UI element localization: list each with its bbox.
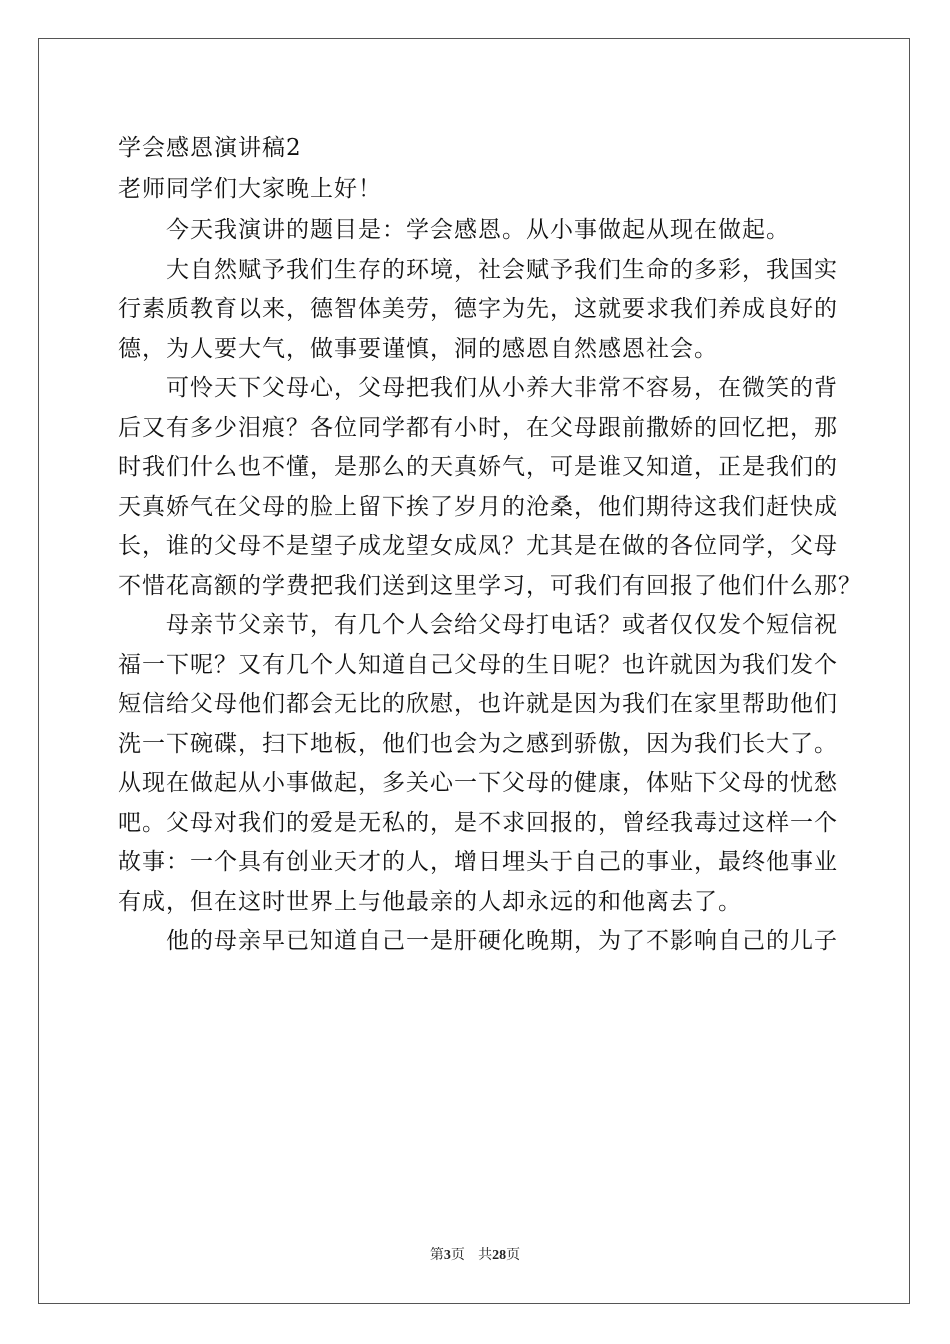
document-body (118, 128, 862, 962)
page-number: 3 (443, 1248, 451, 1263)
text-line: 长，谁的父母不是望子成龙望女成凤？尤其是在做的各位同学，父母 (118, 533, 838, 559)
text-line: 可怜天下父母心，父母把我们从小养大非常不容易，在微笑的背 (166, 375, 838, 401)
text-line: 福一下呢？又有几个人知道自己父母的生日呢？也许就因为我们发个 (118, 651, 838, 678)
text-line: 有成，但在这时世界上与他最亲的人却永远的和他离去了。 (118, 888, 742, 915)
body-text (118, 211, 862, 962)
page-suffix: 页 (450, 1247, 465, 1263)
total-prefix: 共 (478, 1247, 493, 1263)
text-line: 德，为人要大气，做事要谨慎，洞的感恩自然感恩社会。 (118, 335, 718, 362)
text-line: 不惜花高额的学费把我们送到这里学习，可我们有回报了他们什么那？ (118, 572, 862, 599)
text-line: 母亲节父亲节，有几个人会给父母打电话？或者仅仅发个短信祝 (166, 612, 838, 638)
text-line: 时我们什么也不懂，是那么的天真娇气，可是谁又知道，正是我们的 (118, 454, 838, 480)
text-line: 大自然赋予我们生存的环境，社会赋予我们生命的多彩，我国实 (166, 256, 838, 283)
total-pages: 28 (492, 1248, 507, 1263)
text-line: 后又有多少泪痕？各位同学都有小时，在父母跟前撒娇的回忆把，那 (118, 414, 838, 441)
document-title: 学会感恩演讲稿2 (118, 135, 302, 161)
text-line: 吧。父母对我们的爱是无私的，是不求回报的，曾经我毒过这样一个 (118, 809, 838, 836)
text-line: 洗一下碗碟，扫下地板，他们也会为之感到骄傲，因为我们长大了。 (118, 730, 838, 757)
text-line: 他的母亲早已知道自己一是肝硬化晚期，为了不影响自己的儿子 (166, 928, 838, 954)
text-line: 天真娇气在父母的脸上留下挨了岁月的沧桑，他们期待这我们赶快成 (118, 493, 838, 520)
text-line: 今天我演讲的题目是：学会感恩。从小事做起从现在做起。 (166, 217, 790, 243)
text-line: 从现在做起从小事做起，多关心一下父母的健康，体贴下父母的忧愁 (118, 770, 838, 796)
page-prefix: 第 (429, 1247, 444, 1263)
text-line: 行素质教育以来，德智体美劳，德字为先，这就要求我们养成良好的 (118, 296, 838, 322)
page-footer (0, 1244, 950, 1264)
text-line: 故事：一个具有创业天才的人，增日埋头于自己的事业，最终他事业 (118, 849, 838, 875)
text-line: 短信给父母他们都会无比的欣慰，也许就是因为我们在家里帮助他们 (118, 691, 838, 717)
total-suffix: 页 (506, 1247, 521, 1263)
greeting-line: 老师同学们大家晚上好！ (118, 176, 382, 202)
